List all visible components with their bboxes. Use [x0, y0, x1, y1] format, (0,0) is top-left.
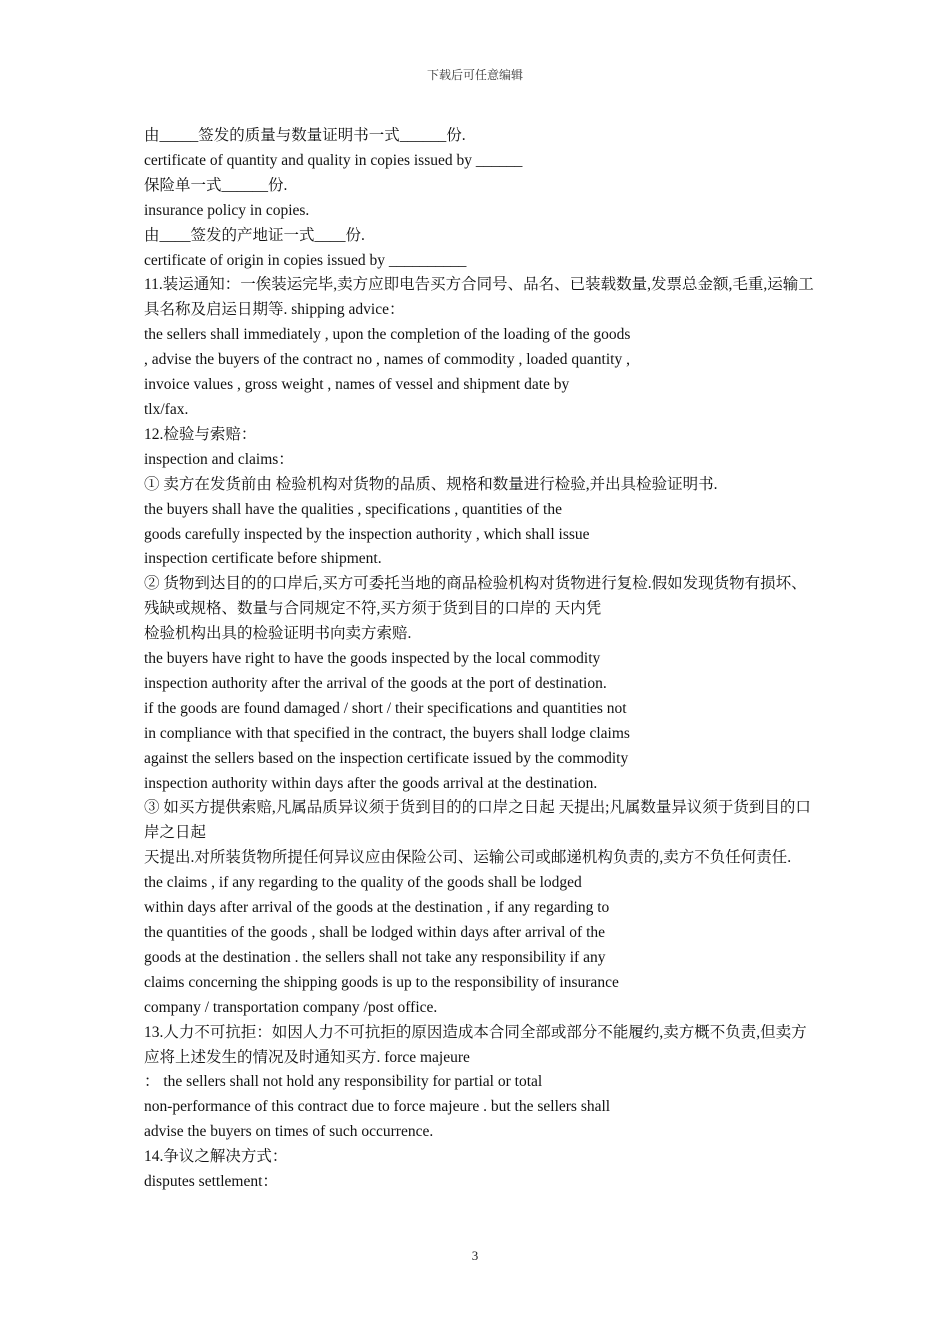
text-line: certificate of origin in copies issued by __________	[144, 251, 467, 269]
section-heading: 14.争议之解决方式：	[144, 1148, 288, 1166]
text-line: inspection authority within days after the goods arrival at the destination.	[144, 774, 598, 792]
document-body	[144, 124, 814, 1195]
text-line: in compliance with that specified in the contract, the buyers shall lodge claims	[144, 724, 630, 742]
text-line: inspection and claims：	[144, 450, 294, 468]
text-line: inspection certificate before shipment.	[144, 550, 382, 568]
text-line: the sellers shall immediately , upon the completion of the loading of the goods	[144, 326, 631, 344]
section-heading: 13.人力不可抗拒：如因人力不可抗拒的原因造成本合同全部或部分不能履约,卖方概不负责,但卖方应将上述发生的情况及时通知买方. force majeure	[144, 1023, 807, 1066]
text-line: against the sellers based on the inspection certificate issued by the commodity	[144, 749, 629, 767]
text-line: goods at the destination . the sellers shall not take any responsibility if any	[144, 948, 606, 966]
text-line: goods carefully inspected by the inspection authority , which shall issue	[144, 525, 590, 543]
text-line: within days after arrival of the goods at the destination , if any regarding to	[144, 899, 610, 917]
text-line: inspection authority after the arrival of the goods at the port of destination.	[144, 674, 607, 692]
text-line: insurance policy in copies.	[144, 201, 310, 219]
page-number: 3	[471, 1248, 479, 1263]
text-line: , advise the buyers of the contract no , names of commodity , loaded quantity ,	[144, 351, 630, 369]
text-line: ③ 如买方提供索赔,凡属品质异议须于货到目的的口岸之日起 天提出;凡属数量异议须于货到目的口岸之日起	[144, 799, 811, 842]
text-line: ② 货物到达目的的口岸后,买方可委托当地的商品检验机构对货物进行复检.假如发现货物有损坏、残缺或规格、数量与合同规定不符,买方须于货到目的口岸的 天内凭	[144, 575, 807, 618]
text-line: 保险单一式______份.	[144, 176, 288, 194]
text-line: claims concerning the shipping goods is up to the responsibility of insurance	[144, 973, 619, 991]
text-line: certificate of quantity and quality in copies issued by ______	[144, 151, 523, 169]
text-line: 天提出.对所装货物所提任何异议应由保险公司、运输公司或邮递机构负责的,卖方不负任何责任.	[144, 849, 792, 867]
text-line: the quantities of the goods , shall be lodged within days after arrival of the	[144, 924, 606, 941]
section-heading: 11.装运通知：一俟装运完毕,卖方应即电告买方合同号、品名、已装载数量,发票总金额,毛重,运输工具名称及启运日期等. shipping advice：	[144, 276, 814, 319]
text-line: advise the buyers on times of such occurrence.	[144, 1123, 434, 1141]
text-line: tlx/fax.	[144, 400, 189, 418]
text-line: non-performance of this contract due to force majeure . but the sellers shall	[144, 1098, 611, 1116]
page-header: 下载后可任意编辑	[426, 68, 523, 82]
text-line: the buyers shall have the qualities , specifications , quantities of the	[144, 500, 562, 518]
text-line: 由____签发的产地证一式____份.	[144, 226, 365, 244]
text-line: 检验机构出具的检验证明书向卖方索赔.	[144, 625, 412, 643]
text-line: if the goods are found damaged / short / their specifications and quantities not	[144, 699, 627, 717]
text-line: company / transportation company /post office.	[144, 998, 438, 1016]
section-heading: 12.检验与索赔：	[144, 425, 257, 443]
text-line: ① 卖方在发货前由 检验机构对货物的品质、规格和数量进行检验,并出具检验证明书.	[144, 475, 718, 493]
text-line: the buyers have right to have the goods inspected by the local commodity	[144, 650, 601, 668]
text-line: invoice values , gross weight , names of vessel and shipment date by	[144, 376, 570, 394]
text-line: ： the sellers shall not hold any responsibility for partial or total	[144, 1073, 543, 1091]
text-line: 由_____签发的质量与数量证明书一式______份.	[144, 127, 466, 144]
text-line: the claims , if any regarding to the quality of the goods shall be lodged	[144, 874, 582, 892]
text-line: disputes settlement：	[144, 1173, 278, 1191]
